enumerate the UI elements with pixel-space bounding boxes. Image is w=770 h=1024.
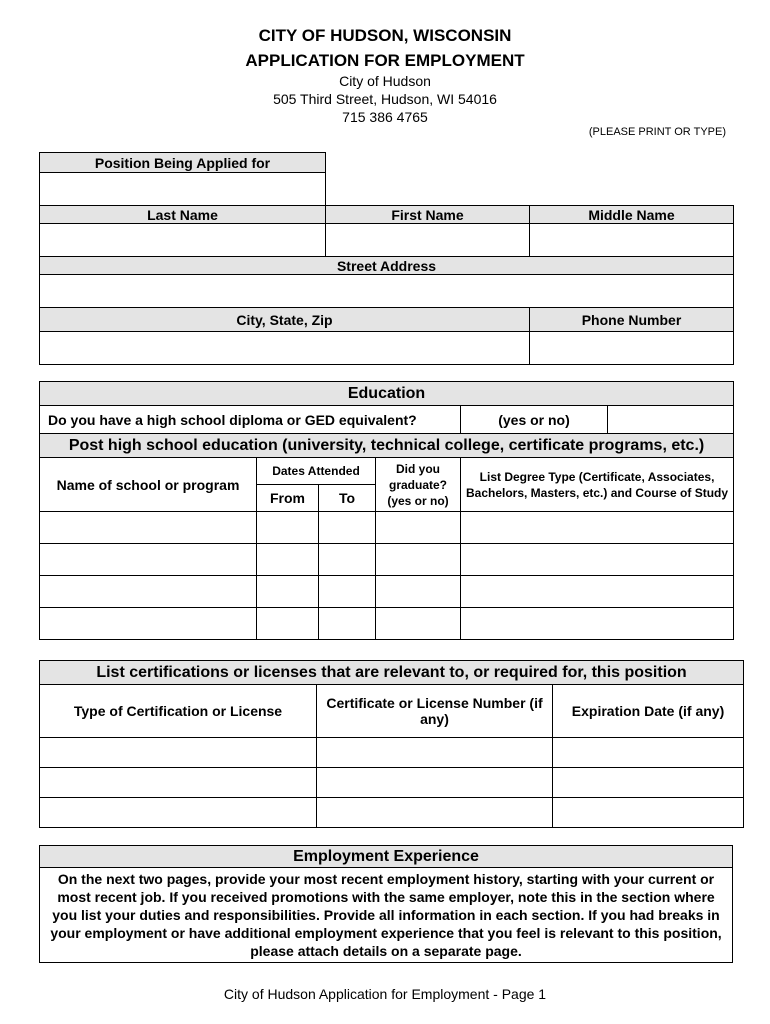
diploma-answer-field[interactable] bbox=[608, 406, 734, 434]
position-label: Position Being Applied for bbox=[40, 153, 326, 173]
education-row bbox=[40, 608, 734, 640]
from-cell[interactable] bbox=[257, 576, 319, 608]
school-name-cell[interactable] bbox=[40, 544, 257, 576]
employment-instructions: On the next two pages, provide your most recent employment history, starting with your current or most recent job. If you received promotions with the same employer, note this in the section where you list your duties and responsibilities. Provide all information in each section. If you had breaks in your employment or have additional employment experience that you feel is relevant to this position, please attach details on a separate page. bbox=[40, 868, 733, 963]
certifications-table bbox=[39, 660, 744, 828]
cert-expiration-cell[interactable] bbox=[553, 798, 744, 828]
from-cell[interactable] bbox=[257, 544, 319, 576]
to-cell[interactable] bbox=[319, 576, 376, 608]
street-address-field[interactable] bbox=[40, 275, 734, 308]
cert-expiration-header: Expiration Date (if any) bbox=[553, 685, 744, 738]
education-section-title: Education bbox=[40, 382, 734, 406]
cert-expiration-cell[interactable] bbox=[553, 738, 744, 768]
degree-cell[interactable] bbox=[461, 512, 734, 544]
degree-cell[interactable] bbox=[461, 544, 734, 576]
org-phone: 715 386 4765 bbox=[342, 109, 428, 125]
city-state-zip-field[interactable] bbox=[40, 332, 530, 365]
cert-type-cell[interactable] bbox=[40, 768, 317, 798]
certification-row bbox=[40, 798, 744, 828]
certification-row bbox=[40, 738, 744, 768]
education-row bbox=[40, 544, 734, 576]
dates-attended-header: Dates Attended bbox=[257, 458, 376, 485]
education-row bbox=[40, 512, 734, 544]
applicant-info-table bbox=[39, 152, 734, 365]
post-high-school-title: Post high school education (university, technical college, certificate programs, etc.) bbox=[40, 434, 734, 458]
cert-type-cell[interactable] bbox=[40, 798, 317, 828]
school-name-cell[interactable] bbox=[40, 608, 257, 640]
cert-type-header: Type of Certification or License bbox=[40, 685, 317, 738]
form-title-application: APPLICATION FOR EMPLOYMENT bbox=[245, 51, 525, 70]
middle-name-field[interactable] bbox=[530, 224, 734, 257]
print-instruction: (PLEASE PRINT OR TYPE) bbox=[588, 126, 726, 138]
to-header: To bbox=[319, 485, 376, 512]
first-name-field[interactable] bbox=[326, 224, 530, 257]
graduated-cell[interactable] bbox=[376, 512, 461, 544]
cert-number-cell[interactable] bbox=[317, 738, 553, 768]
certifications-section-title: List certifications or licenses that are relevant to, or required for, this position bbox=[40, 661, 744, 685]
from-header: From bbox=[257, 485, 319, 512]
degree-cell[interactable] bbox=[461, 576, 734, 608]
employment-section-title: Employment Experience bbox=[40, 846, 733, 868]
first-name-label: First Name bbox=[326, 206, 530, 224]
education-row bbox=[40, 576, 734, 608]
school-name-header: Name of school or program bbox=[40, 458, 257, 512]
position-field[interactable] bbox=[40, 173, 326, 206]
to-cell[interactable] bbox=[319, 512, 376, 544]
to-cell[interactable] bbox=[319, 608, 376, 640]
school-name-cell[interactable] bbox=[40, 576, 257, 608]
diploma-question: Do you have a high school diploma or GED equivalent? bbox=[40, 406, 461, 434]
middle-name-label: Middle Name bbox=[530, 206, 734, 224]
degree-type-header: List Degree Type (Certificate, Associates, Bachelors, Masters, etc.) and Course of Study bbox=[461, 458, 734, 512]
from-cell[interactable] bbox=[257, 512, 319, 544]
from-cell[interactable] bbox=[257, 608, 319, 640]
diploma-hint: (yes or no) bbox=[461, 406, 608, 434]
cert-number-cell[interactable] bbox=[317, 768, 553, 798]
degree-cell[interactable] bbox=[461, 608, 734, 640]
school-name-cell[interactable] bbox=[40, 512, 257, 544]
cert-type-cell[interactable] bbox=[40, 738, 317, 768]
to-cell[interactable] bbox=[319, 544, 376, 576]
graduated-cell[interactable] bbox=[376, 576, 461, 608]
page-footer: City of Hudson Application for Employment - Page 1 bbox=[223, 986, 547, 1002]
cert-expiration-cell[interactable] bbox=[553, 768, 744, 798]
phone-number-field[interactable] bbox=[530, 332, 734, 365]
phone-number-label: Phone Number bbox=[530, 308, 734, 332]
employment-table bbox=[39, 845, 733, 963]
cert-number-header: Certificate or License Number (if any) bbox=[317, 685, 553, 738]
graduated-cell[interactable] bbox=[376, 608, 461, 640]
org-name: City of Hudson bbox=[339, 73, 431, 89]
last-name-field[interactable] bbox=[40, 224, 326, 257]
certification-row bbox=[40, 768, 744, 798]
graduated-cell[interactable] bbox=[376, 544, 461, 576]
city-state-zip-label: City, State, Zip bbox=[40, 308, 530, 332]
form-title-city: CITY OF HUDSON, WISCONSIN bbox=[258, 26, 512, 45]
street-address-label: Street Address bbox=[40, 257, 734, 275]
cert-number-cell[interactable] bbox=[317, 798, 553, 828]
graduated-header: Did you graduate? (yes or no) bbox=[376, 458, 461, 512]
education-table bbox=[39, 381, 734, 640]
org-address: 505 Third Street, Hudson, WI 54016 bbox=[273, 91, 497, 107]
last-name-label: Last Name bbox=[40, 206, 326, 224]
